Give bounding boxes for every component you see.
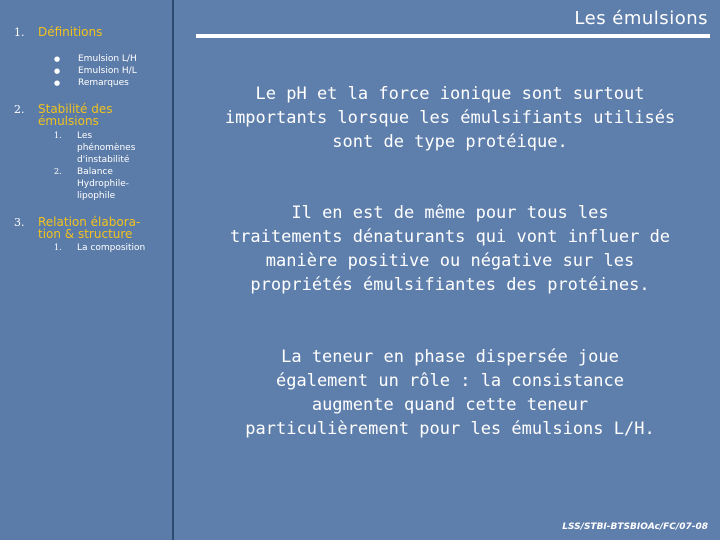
paragraph-line: manière positive ou négative sur les xyxy=(265,251,635,271)
paragraph-line: importants lorsque les émulsifiants utilisés xyxy=(224,108,676,128)
subitem-2-1-line2[interactable]: phénomènes xyxy=(77,143,136,153)
paragraph-line: La teneur en phase dispersée joue xyxy=(281,347,619,367)
section-3-title-line1[interactable]: Relation élabora- xyxy=(38,215,141,229)
subitem-2-2-line1[interactable]: Balance xyxy=(77,167,113,177)
section-2-title-line2[interactable]: émulsions xyxy=(38,114,99,128)
paragraph-phase-dispersee xyxy=(200,345,700,441)
paragraph-line: particulièrement pour les émulsions L/H. xyxy=(245,419,655,439)
subitem-2-2-line2[interactable]: Hydrophile- xyxy=(77,179,130,189)
paragraph-line: traitements dénaturants qui vont influer de xyxy=(229,227,671,247)
bullet-icon: ● xyxy=(54,55,61,63)
bullet-icon: ● xyxy=(54,67,61,75)
subitem-2-1-line1[interactable]: Les xyxy=(77,131,93,141)
subitem-2-1-number: 1. xyxy=(54,131,62,140)
subitem-2-1-line3[interactable]: d'instabilité xyxy=(77,155,130,165)
section-2-number: 2. xyxy=(14,103,25,116)
section-3-title-line2[interactable]: tion & structure xyxy=(38,227,133,241)
paragraph-traitements xyxy=(200,201,700,297)
section-2-title-line1[interactable]: Stabilité des xyxy=(38,102,113,116)
bullet-item-emulsion-hl[interactable]: Emulsion H/L xyxy=(78,66,137,76)
section-1-number: 1. xyxy=(14,26,25,39)
subitem-3-1-line1[interactable]: La composition xyxy=(77,243,146,253)
subitem-2-2-number: 2. xyxy=(54,167,62,176)
sidebar-outline xyxy=(0,0,172,540)
bullet-icon: ● xyxy=(54,79,61,87)
paragraph-line: augmente quand cette teneur xyxy=(311,395,589,415)
title-underline xyxy=(196,34,710,38)
subitem-3-1-number: 1. xyxy=(54,243,62,252)
section-1-title[interactable]: Définitions xyxy=(38,25,103,39)
paragraph-ph-ionique xyxy=(200,82,700,154)
paragraph-line: Le pH et la force ionique sont surtout xyxy=(255,84,645,104)
slide-title: Les émulsions xyxy=(574,8,708,29)
subitem-2-2-line3[interactable]: lipophile xyxy=(77,191,116,201)
slide-footer: LSS/STBI-BTSBIOAc/FC/07-08 xyxy=(562,522,708,532)
paragraph-line: propriétés émulsifiantes des protéines. xyxy=(250,275,650,295)
bullet-item-emulsion-lh[interactable]: Emulsion L/H xyxy=(78,54,137,64)
paragraph-line: également un rôle : la consistance xyxy=(276,371,624,391)
paragraph-line: Il en est de même pour tous les xyxy=(291,203,609,223)
sidebar-divider xyxy=(172,0,174,540)
paragraph-line: sont de type protéique. xyxy=(332,132,568,152)
bullet-item-remarques[interactable]: Remarques xyxy=(78,78,129,88)
section-3-number: 3. xyxy=(14,216,25,229)
